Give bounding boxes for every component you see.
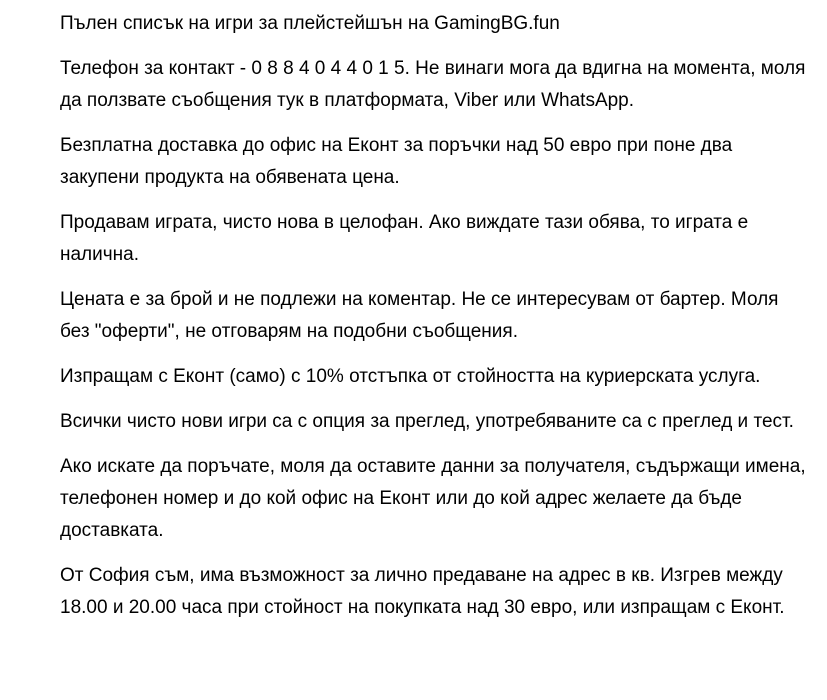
- paragraph-pickup-sofia: От София съм, има възможност за лично предаване на адрес в кв. Изгрев между 18.00 и 20.00 часа при стойност на покупката над 30 евро, или изпращам с Еконт.: [60, 565, 785, 618]
- paragraph-price-policy: Цената е за брой и не подлежи на коментар. Не се интересувам от бартер. Моля без "оферти", не отговарям на подобни съобщения.: [60, 289, 779, 342]
- paragraph-order-info: Ако искате да поръчате, моля да оставите данни за получателя, съдържащи имена, телефонен номер и до кой офис на Еконт или до кой адрес желаете да бъде доставката.: [60, 456, 806, 541]
- paragraph-inspection: Всички чисто нови игри са с опция за преглед, употребяваните са с преглед и тест.: [60, 411, 794, 432]
- paragraph-free-delivery: Безплатна доставка до офис на Еконт за поръчки над 50 евро при поне два закупени продукта на обявената цена.: [60, 135, 733, 188]
- paragraph-new-sealed: Продавам играта, чисто нова в целофан. Ако виждате тази обява, то играта е налична.: [60, 212, 749, 265]
- paragraph-title-line: Пълен списък на игри за плейстейшън на GamingBG.fun: [60, 13, 560, 34]
- paragraph-contact-phone: Телефон за контакт - 0 8 8 4 0 4 4 0 1 5. Не винаги мога да вдигна на момента, моля да ползвате съобщения тук в платформата, Viber или WhatsApp.: [60, 58, 806, 111]
- paragraph-shipping-discount: Изпращам с Еконт (само) с 10% отстъпка от стойността на куриерската услуга.: [60, 366, 761, 387]
